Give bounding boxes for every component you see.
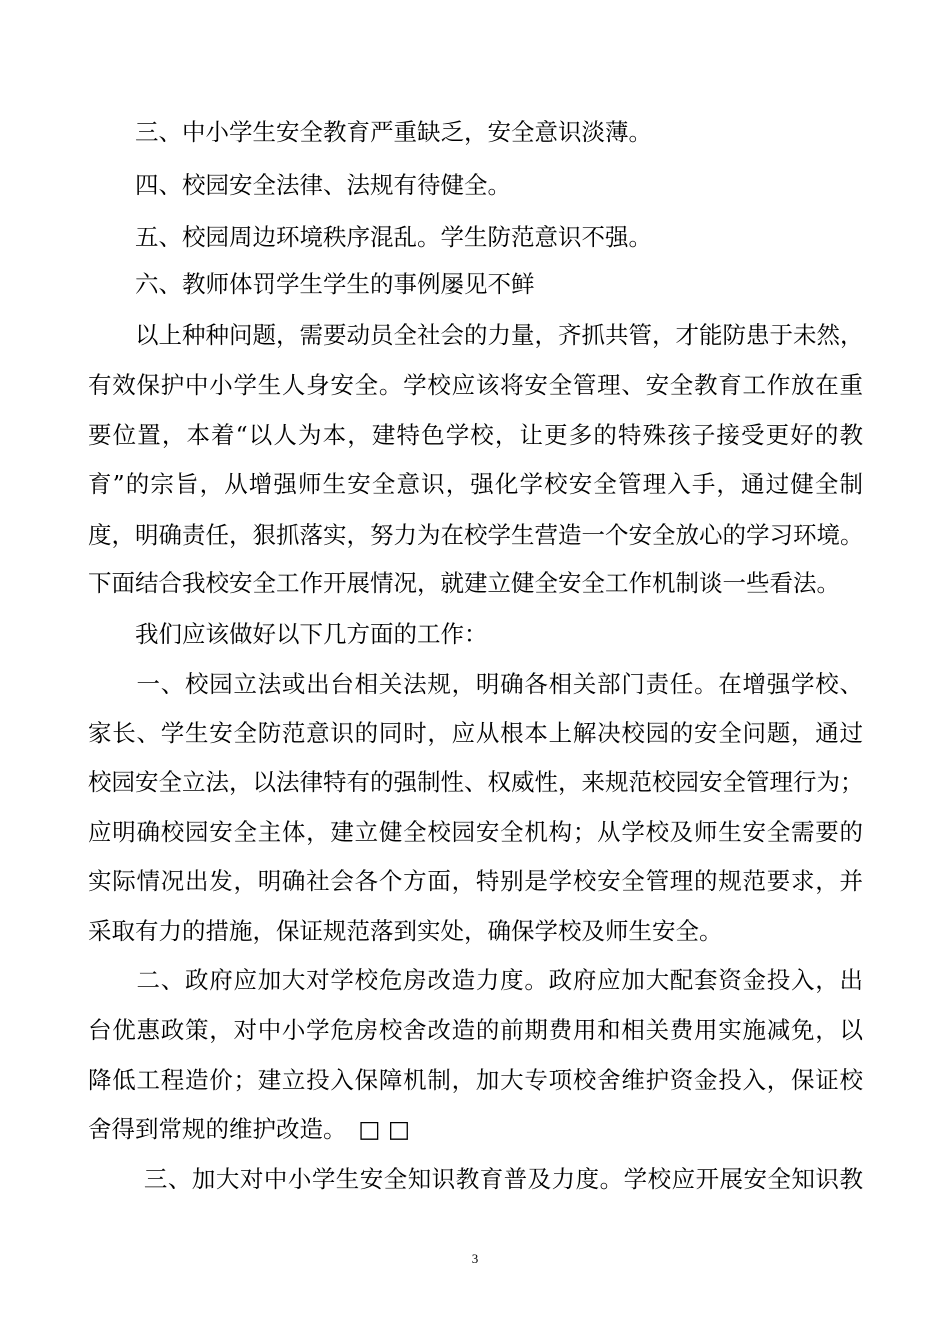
page-number: 3 — [471, 1251, 479, 1266]
text-line: 要位置，本着“以人为本，建特色学校，让更多的特殊孩子接受更好的教 — [88, 421, 863, 449]
text-line: 五、校园周边环境秩序混乱。学生防范意识不强。 — [88, 223, 652, 251]
text-line: 三、加大对中小学生安全知识教育普及力度。学校应开展安全知识教 — [88, 1165, 863, 1193]
text-line: 以上种种问题，需要动员全社会的力量，齐抓共管，才能防患于未然， — [88, 321, 863, 349]
text-line: 四、校园安全法律、法规有待健全。 — [88, 171, 511, 199]
text-line: 校园安全立法，以法律特有的强制性、权威性，来规范校园安全管理行为； — [88, 768, 863, 796]
text-line: 育”的宗旨，从增强师生安全意识，强化学校安全管理入手，通过健全制 — [88, 470, 863, 498]
text-line: 下面结合我校安全工作开展情况，就建立健全安全工作机制谈一些看法。 — [88, 569, 840, 597]
text-line: 三、中小学生安全教育严重缺乏，安全意识淡薄。 — [88, 118, 652, 146]
text-line: 六、教师体罚学生学生的事例屡见不鲜 — [88, 270, 535, 298]
text-line: 家长、学生安全防范意识的同时，应从根本上解决校园的安全问题，通过 — [88, 719, 863, 747]
text-line: 舍得到常规的维护改造。 □ □ — [88, 1115, 411, 1143]
text-line: 采取有力的措施，保证规范落到实处，确保学校及师生安全。 — [88, 917, 723, 945]
text-line: 台优惠政策，对中小学危房校舍改造的前期费用和相关费用实施减免，以 — [88, 1016, 863, 1044]
text-line: 度，明确责任，狠抓落实，努力为在校学生营造一个安全放心的学习环境。 — [88, 521, 863, 549]
text-line: 应明确校园安全主体，建立健全校园安全机构；从学校及师生安全需要的 — [88, 818, 863, 846]
text-line: 一、校园立法或出台相关法规，明确各相关部门责任。在增强学校、 — [88, 670, 863, 698]
text-line: 实际情况出发，明确社会各个方面，特别是学校安全管理的规范要求，并 — [88, 867, 863, 895]
text-line: 二、政府应加大对学校危房改造力度。政府应加大配套资金投入，出 — [88, 966, 863, 994]
text-line: 我们应该做好以下几方面的工作： — [88, 620, 488, 648]
text-line: 降低工程造价；建立投入保障机制，加大专项校舍维护资金投入，保证校 — [88, 1066, 863, 1094]
text-line: 有效保护中小学生人身安全。学校应该将安全管理、安全教育工作放在重 — [88, 371, 863, 399]
